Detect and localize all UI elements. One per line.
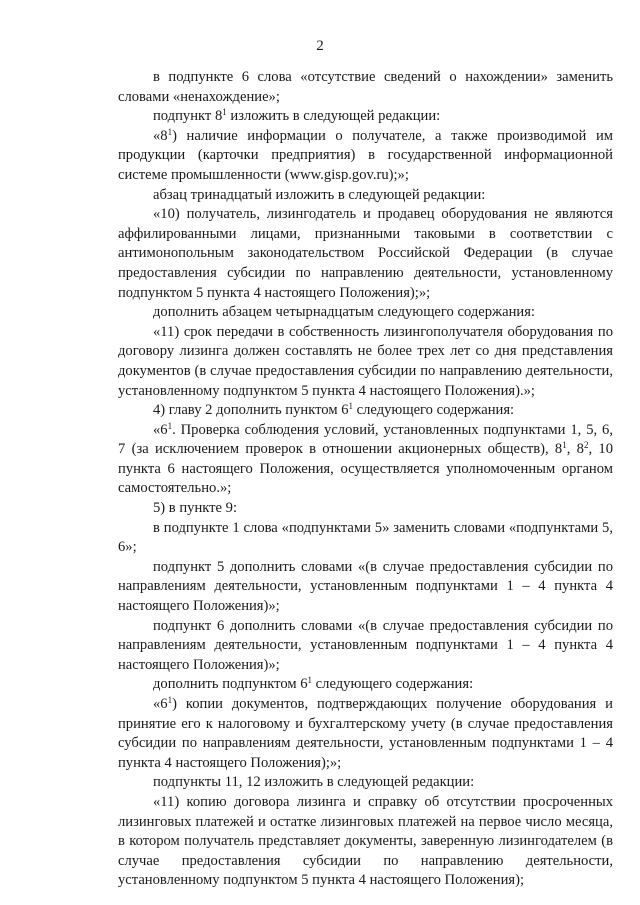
- paragraph: [118, 205, 613, 303]
- superscript: 1: [222, 107, 227, 118]
- paragraph-text: подпункт 6 дополнить словами «(в случае предоставления субсидии по направлениям деятельности, установленным подпунктами 1 – 4 пункта 4 настоящего Положения)»;: [118, 617, 613, 673]
- paragraph-text: подпункты 11, 12 изложить в следующей редакции:: [153, 774, 475, 791]
- paragraph-text: изложить в следующей редакции:: [226, 108, 441, 125]
- superscript: 1: [167, 420, 173, 431]
- paragraph-text: ) копии документов, подтверждающих получение оборудования и принятие его к налоговому и бухгалтерскому учету (в случае предоставления субсидии по направлениям деятельности, установленным подпунктами 1 – 4 пункта 4 настоящего Положения);»;: [118, 696, 613, 771]
- paragraph: [118, 401, 613, 421]
- paragraph-text: в подпункте 1 слова «подпунктами 5» заменить словами «подпунктами 5, 6»;: [118, 519, 613, 556]
- paragraph-text: абзац тринадцатый изложить в следующей редакции:: [153, 186, 486, 203]
- paragraph-text: 5) в пункте 9:: [153, 500, 238, 517]
- superscript: 2: [583, 440, 589, 451]
- paragraph-text: . Проверка соблюдения условий, установленных подпунктами 1, 5, 6, 7 (за исключением проверок в отношении акционерных обществ), 8: [118, 421, 613, 458]
- paragraph-text: следующего содержания:: [353, 402, 515, 419]
- paragraph: [118, 558, 613, 617]
- paragraph-text: , 8: [566, 441, 584, 458]
- paragraph-text: «11) срок передачи в собственность лизингополучателя оборудования по договору лизинга должен составлять не более трех лет со дня представления документов (в случае предоставления субсидии по направлению деятельности, установленному подпунктом 5 пункта 4 настоящего Положения).»;: [118, 323, 613, 399]
- paragraph: [118, 695, 613, 773]
- superscript: 1: [167, 126, 173, 137]
- superscript: 1: [348, 401, 354, 412]
- paragraph: [118, 323, 613, 401]
- paragraph: [118, 107, 613, 127]
- superscript: 1: [562, 440, 567, 451]
- paragraph-text: «8: [153, 127, 168, 144]
- paragraph-text: «11) копию договора лизинга и справку об отсутствии просроченных лизинговых платежей и остатке лизинговых платежей на первое число месяца, в котором получатель представляет документы, заверенную лизингодателем (в случае предоставления субсидии по направлению деятельности, установленному подпунктом 5 пункта 4 настоящего Положения);: [118, 793, 613, 889]
- page-number: 2: [316, 38, 324, 54]
- paragraph-text: «6: [153, 421, 168, 438]
- paragraph-text: дополнить абзацем четырнадцатым следующего содержания:: [153, 304, 535, 321]
- paragraph-text: подпункт 8: [153, 108, 223, 125]
- paragraph: [118, 127, 613, 186]
- paragraph: [118, 421, 613, 499]
- paragraph: [118, 303, 613, 323]
- paragraph: [118, 519, 613, 558]
- paragraph-text: «10) получатель, лизингодатель и продавец оборудования не являются аффилированными лицами, признанными таковыми в соответствии с антимонопольным законодательством Российской Федерации (в случае предоставления субсидии по направлению деятельности, установленному подпунктом 5 пункта 4 настоящего Положения);»;: [118, 206, 613, 301]
- paragraph-text: дополнить подпунктом 6: [153, 676, 308, 693]
- paragraph-text: ) наличие информации о получателе, а также производимой им продукции (карточки предприятия) в государственной информационной системе промышленности (www.gisp.gov.ru);»;: [118, 127, 613, 183]
- document-body: [118, 68, 613, 891]
- paragraph: [118, 186, 613, 206]
- paragraph-text: 4) главу 2 дополнить пунктом 6: [153, 402, 349, 419]
- paragraph: [118, 499, 613, 519]
- superscript: 1: [167, 695, 173, 705]
- paragraph-text: «6: [153, 696, 168, 712]
- paragraph-text: , 10 пункта 6 настоящего Положения, осуществляется уполномоченным органом самостоятельно.»;: [118, 441, 614, 497]
- paragraph-text: подпункт 5 дополнить словами «(в случае предоставления субсидии по направлениям деятельности, установленным подпунктами 1 – 4 пункта 4 настоящего Положения)»;: [118, 558, 613, 615]
- paragraph: [118, 68, 613, 107]
- paragraph: [118, 617, 613, 676]
- superscript: 1: [307, 675, 313, 686]
- paragraph: [118, 793, 613, 891]
- paragraph: [118, 773, 613, 793]
- paragraph-text: следующего содержания:: [312, 676, 474, 693]
- paragraph-text: в подпункте 6 слова «отсутствие сведений о нахождении» заменить словами «ненахождение»;: [118, 69, 613, 105]
- paragraph: [118, 675, 613, 695]
